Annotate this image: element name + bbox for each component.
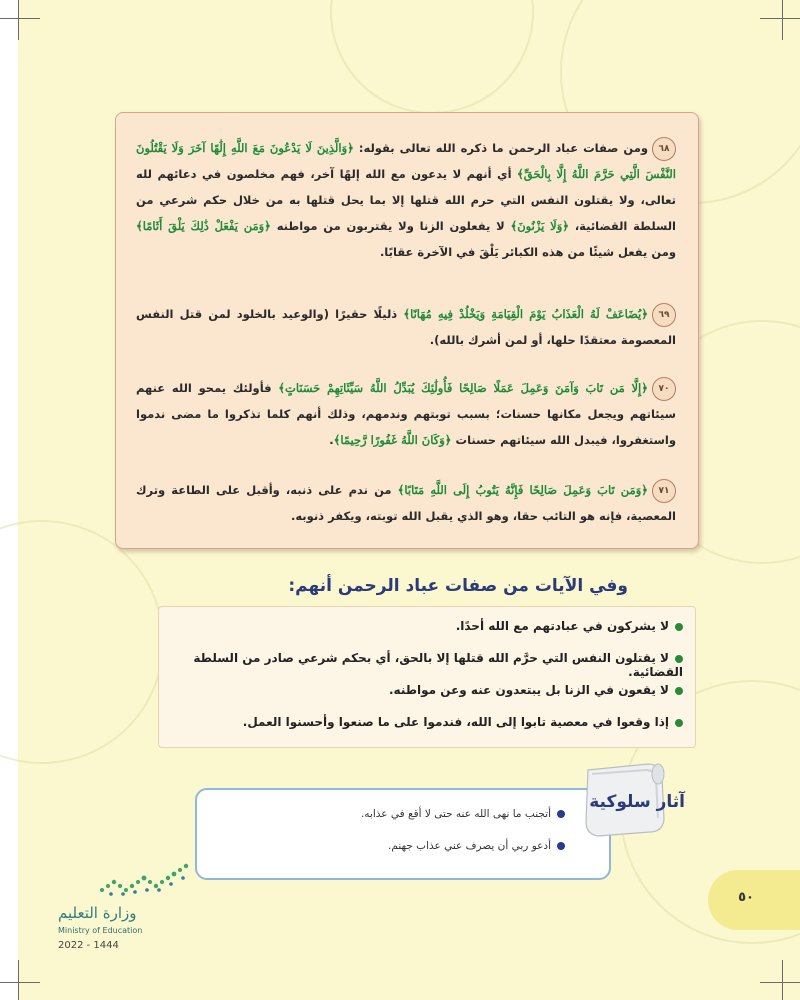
quran-text: ﴿إِلَّا مَن تَابَ وَآمَنَ وَعَمِلَ عَمَلًا صَالِحًا فَأُولَٰئِكَ يُبَدِّلُ اللَّهُ سَيِّئَاتِهِمْ حَسَنَاتٍ﴾ <box>278 381 648 395</box>
summary-title: وفي الآيات من صفات عباد الرحمن أنهم: <box>288 576 628 596</box>
crop-mark <box>760 982 800 983</box>
behavior-item-text: أدعو ربي أن يصرف عني عذاب جهنم. <box>388 840 551 852</box>
verse-number-badge: ٦٨ <box>652 137 676 161</box>
verse-70-paragraph <box>136 375 676 453</box>
verse-68-explanation: ومن يفعل شيئًا من هذه الكبائر يَلْقَ في الآخرة عقابًا. <box>379 245 676 259</box>
quran-text: ﴿وَكَانَ اللَّهُ غَفُورًا رَّحِيمًا﴾ <box>333 433 452 447</box>
crop-mark <box>0 982 40 983</box>
quran-text: ﴿يُضَاعَفْ لَهُ الْعَذَابُ يَوْمَ الْقِيَامَةِ وَيَخْلُدْ فِيهِ مُهَانًا﴾ <box>403 307 648 321</box>
crop-mark <box>18 960 19 1000</box>
behavior-box <box>195 788 611 880</box>
bg-ornament-mid-left <box>0 520 164 764</box>
summary-item <box>389 683 683 697</box>
quran-text: ﴿وَلَا يَزْنُونَ﴾ <box>510 219 570 233</box>
bullet-icon <box>557 810 565 818</box>
summary-item <box>243 715 683 729</box>
behavior-item <box>388 840 565 852</box>
crop-mark <box>0 18 40 19</box>
bullet-icon <box>675 719 683 727</box>
verse-number-badge: ٦٩ <box>652 303 676 327</box>
quran-text: ﴿وَالَّذِينَ لَا يَدْعُونَ مَعَ اللَّهِ إِلَٰهًا آخَرَ وَلَا يَقْتُلُونَ النَّفْسَ الَّتِي حَرَّمَ اللَّهُ إِلَّا بِالْحَقِّ﴾ <box>136 141 676 181</box>
page-number: ٥٠ <box>738 890 754 905</box>
verse-70-explanation: فأولئك يمحو الله عنهم سيئاتهم ويجعل مكانها حسنات؛ بسبب توبتهم وندمهم، وذلك أنهم كلما تذكروا ما مضى ندموا واستغفروا، فيبدل الله سيئاتهم حسنات <box>136 381 676 447</box>
bullet-icon <box>675 623 683 631</box>
bg-ornament-top-center <box>330 0 534 114</box>
verse-68-explanation: أي أنهم لا يدعون مع الله إلهًا آخر، فهم مخلصون في دعائهم لله تعالى، ولا يقتلون النفس التي حرم الله قتلها إلا بما يحل قتلها به من خلال حكم شرعي من السلطة القضائية، <box>136 167 676 233</box>
ministry-logo-mark <box>96 860 192 900</box>
verse-number-badge: ٧١ <box>652 479 676 503</box>
ministry-logo-arabic: وزارة التعليم <box>58 904 137 922</box>
verse-71-paragraph <box>136 477 676 529</box>
summary-item-text: لا يقعون في الزنا بل يبتعدون عنه وعن مواطنه. <box>389 683 669 697</box>
summary-box <box>158 606 696 748</box>
ministry-logo-english: Ministry of Education <box>58 926 143 935</box>
verse-68-intro: ومن صفات عباد الرحمن ما ذكره الله تعالى بقوله: <box>353 141 648 155</box>
summary-item-text: لا يقتلون النفس التي حرَّم الله قتلها إلا بالحق، أي بحكم شرعي صادر من السلطة القضائية. <box>193 651 683 679</box>
quran-text: ﴿وَمَن تَابَ وَعَمِلَ صَالِحًا فَإِنَّهُ يَتُوبُ إِلَى اللَّهِ مَتَابًا﴾ <box>397 483 648 497</box>
verse-71-explanation: من ندم على ذنبه، وأقبل على الطاعة وترك المعصية، فإنه هو التائب حقا، وهو الذي يقبل الله توبته، ويكفر ذنوبه. <box>136 483 676 523</box>
tafsir-parchment <box>115 112 699 549</box>
crop-mark <box>782 960 783 1000</box>
verse-70-explanation: . <box>329 433 334 447</box>
crop-mark <box>782 0 783 40</box>
summary-item <box>456 619 683 633</box>
bullet-icon <box>557 842 565 850</box>
edition-year: 2022 - 1444 <box>58 940 119 951</box>
verse-68-explanation: لا يفعلون الزنا ولا يقتربون من مواطنه <box>270 219 511 233</box>
quran-text: ﴿وَمَن يَفْعَلْ ذَٰلِكَ يَلْقَ أَثَامًا﴾ <box>136 219 271 233</box>
bullet-icon <box>675 655 683 663</box>
verse-69-explanation: ذليلًا حقيرًا (والوعيد بالخلود لمن قتل النفس المعصومة معتقدًا حلها، أو لمن أشرك بالله). <box>136 307 676 347</box>
summary-item-text: لا يشركون في عبادتهم مع الله أحدًا. <box>455 619 669 633</box>
crop-mark <box>18 0 19 40</box>
page-number-tab <box>708 870 800 930</box>
behavior-item-text: أتجنب ما نهى الله عنه حتى لا أقع في عذابه. <box>360 808 551 820</box>
verse-number-badge: ٧٠ <box>652 377 676 401</box>
verse-69-paragraph <box>136 301 676 353</box>
crop-mark <box>760 18 800 19</box>
page-margin-strip <box>0 0 18 1000</box>
summary-item-text: إذا وقعوا في معصية تابوا إلى الله، فندموا على ما صنعوا وأحسنوا العمل. <box>242 715 669 729</box>
verse-68-paragraph <box>136 135 676 265</box>
behavior-item <box>361 808 565 820</box>
bullet-icon <box>675 687 683 695</box>
behavior-title: آثار سلوكية <box>589 792 685 812</box>
summary-item <box>159 651 683 679</box>
